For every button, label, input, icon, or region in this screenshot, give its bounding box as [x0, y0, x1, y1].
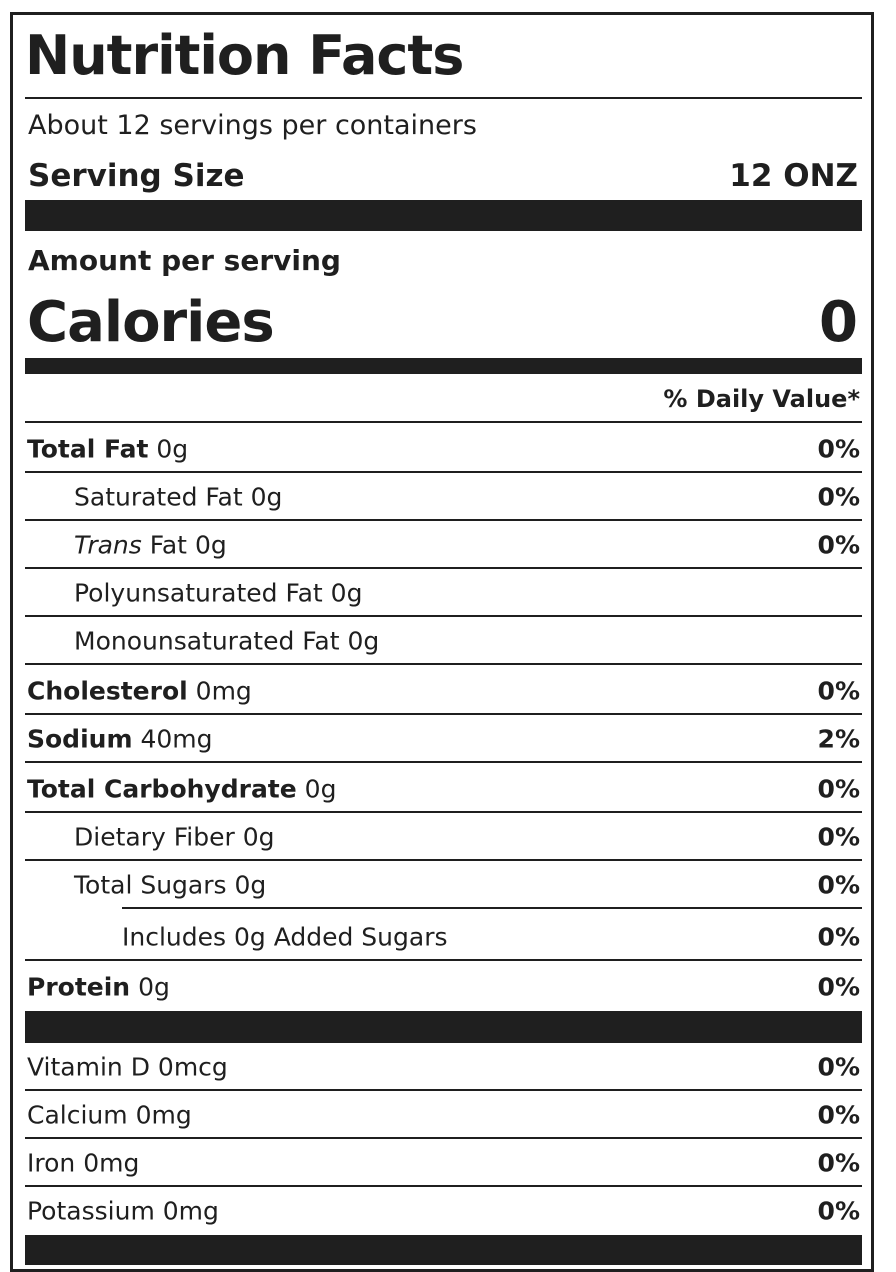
- vitamin-amount: 0mcg: [157, 1052, 228, 1082]
- vitamin-amount: 0mg: [83, 1148, 140, 1178]
- nutrient-amount: 0g: [304, 774, 337, 804]
- divider: [25, 97, 862, 99]
- nutrient-row-protein: [25, 963, 862, 1011]
- nutrition-label: [10, 12, 874, 1272]
- serving-size-label: Serving Size: [28, 158, 245, 194]
- nutrient-name: Total Fat: [27, 434, 149, 464]
- vitamin-name: Vitamin D: [27, 1052, 150, 1082]
- nutrient-amount: 0g: [330, 578, 363, 608]
- nutrient-row-dietary-fiber: [25, 813, 862, 861]
- nutrient-amount: 0g: [242, 822, 275, 852]
- vitamin-row-vitamin-d: [25, 1043, 862, 1091]
- nutrient-amount: 0g: [234, 870, 267, 900]
- vitamin-row-potassium: [25, 1187, 862, 1235]
- daily-value-percent: 0%: [817, 922, 860, 952]
- daily-value-percent: 0%: [817, 1100, 860, 1130]
- vitamin-name: Calcium: [27, 1100, 128, 1130]
- vitamin-row-iron: [25, 1139, 862, 1187]
- nutrient-amount: 0g: [347, 626, 380, 656]
- vitamin-row-calcium: [25, 1091, 862, 1139]
- thick-divider: [25, 1011, 862, 1043]
- nutrient-amount: 40mg: [140, 724, 213, 754]
- thick-divider: [25, 200, 862, 231]
- nutrient-row-trans-fat: [25, 521, 862, 569]
- amount-per-serving: Amount per serving: [28, 244, 341, 277]
- nutrient-name: Total Sugars: [74, 870, 227, 900]
- nutrition-facts-title: Nutrition Facts: [25, 24, 464, 87]
- serving-size-value: 12 ONZ: [729, 158, 858, 194]
- nutrient-name: Total Carbohydrate: [27, 774, 297, 804]
- vitamin-name: Potassium: [27, 1196, 155, 1226]
- daily-value-percent: 0%: [817, 1052, 860, 1082]
- nutrient-name: Saturated Fat: [74, 482, 243, 512]
- vitamin-amount: 0mg: [162, 1196, 219, 1226]
- daily-value-percent: 0%: [817, 530, 860, 560]
- thick-divider: [25, 1235, 862, 1265]
- calories-value: 0: [819, 290, 858, 355]
- nutrient-amount: 0g: [250, 482, 283, 512]
- nutrient-row-monounsaturated-fat: [25, 617, 862, 665]
- daily-value-percent: 0%: [817, 676, 860, 706]
- nutrient-name: Trans: [74, 530, 142, 560]
- nutrient-row-cholesterol: [25, 667, 862, 715]
- daily-value-percent: 0%: [817, 1196, 860, 1226]
- nutrient-name: Includes 0g Added Sugars: [122, 922, 448, 952]
- nutrient-name: Sodium: [27, 724, 133, 754]
- daily-value-percent: 0%: [817, 972, 860, 1002]
- nutrient-row-polyunsaturated-fat: [25, 569, 862, 617]
- nutrient-row-sodium: [25, 715, 862, 763]
- daily-value-percent: 0%: [817, 822, 860, 852]
- nutrient-amount: 0mg: [195, 676, 252, 706]
- daily-value-header: % Daily Value*: [663, 385, 860, 413]
- daily-value-percent: 0%: [817, 774, 860, 804]
- divider: [25, 421, 862, 423]
- daily-value-percent: 0%: [817, 482, 860, 512]
- nutrient-name: Cholesterol: [27, 676, 188, 706]
- medium-divider: [25, 358, 862, 374]
- nutrient-name: Monounsaturated Fat: [74, 626, 340, 656]
- nutrient-amount: 0g: [156, 434, 189, 464]
- nutrient-name: Dietary Fiber: [74, 822, 235, 852]
- nutrient-amount: 0g: [194, 530, 227, 560]
- nutrient-amount: 0g: [138, 972, 170, 1002]
- nutrient-row-total-carbohydrate: [25, 765, 862, 813]
- servings-per-container: About 12 servings per containers: [28, 110, 477, 141]
- daily-value-percent: 0%: [817, 1148, 860, 1178]
- nutrient-row-saturated-fat: [25, 473, 862, 521]
- nutrient-name: Protein: [27, 972, 131, 1002]
- daily-value-percent: 0%: [817, 434, 860, 464]
- nutrient-row-added-sugars: [25, 913, 862, 961]
- calories-label: Calories: [27, 290, 274, 355]
- nutrient-name-suffix: Fat: [149, 530, 187, 560]
- vitamin-amount: 0mg: [135, 1100, 192, 1130]
- nutrient-row-total-sugars: [25, 861, 862, 909]
- daily-value-percent: 2%: [817, 724, 860, 754]
- daily-value-percent: 0%: [817, 870, 860, 900]
- nutrient-name: Polyunsaturated Fat: [74, 578, 323, 608]
- nutrient-row-total-fat: [25, 425, 862, 473]
- vitamin-name: Iron: [27, 1148, 76, 1178]
